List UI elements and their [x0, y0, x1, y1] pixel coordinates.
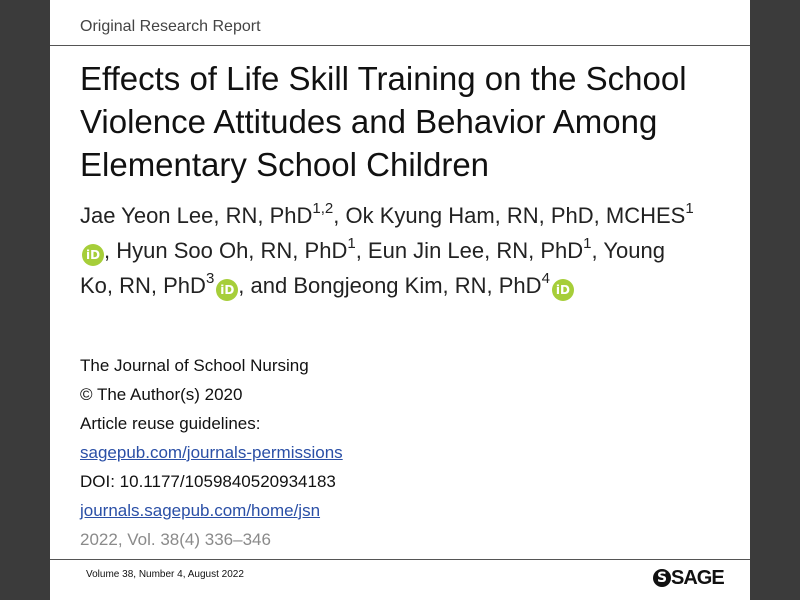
report-type-label: Original Research Report: [80, 18, 261, 35]
journal-home-link[interactable]: journals.sagepub.com/home/jsn: [80, 501, 321, 520]
article-title: Effects of Life Skill Training on the School Violence Attitudes and Behavior Among Elementary School Children: [80, 60, 687, 183]
author-separator: , and: [238, 273, 294, 298]
orcid-icon[interactable]: iD: [552, 279, 574, 301]
author-separator: ,: [591, 238, 604, 263]
author-affiliation: 1: [685, 199, 694, 217]
author-affiliation: 1: [583, 234, 592, 252]
article-meta: [80, 351, 720, 554]
author-separator: ,: [355, 238, 368, 263]
issue-info: Volume 38, Number 4, August 2022: [86, 569, 244, 580]
copyright-notice: © The Author(s) 2020: [80, 385, 243, 404]
sage-logo-icon: S: [653, 569, 671, 587]
sage-logo: [653, 566, 724, 590]
author-name: Ok Kyung Ham, RN, PhD, MCHES: [345, 203, 686, 228]
orcid-icon[interactable]: iD: [82, 244, 104, 266]
reuse-label: Article reuse guidelines:: [80, 414, 261, 433]
volume-info: 2022, Vol. 38(4) 336–346: [80, 530, 271, 549]
orcid-icon[interactable]: iD: [216, 279, 238, 301]
header-divider: [50, 45, 750, 46]
doi-text: DOI: 10.1177/1059840520934183: [80, 472, 336, 491]
author-affiliation: 4: [541, 269, 550, 287]
author-affiliation: 1,2: [312, 199, 334, 217]
author-name: Eun Jin Lee, RN, PhD: [367, 238, 584, 263]
article-page: [50, 0, 750, 600]
author-name: Bongjeong Kim, RN, PhD: [293, 273, 542, 298]
sage-logo-text: SAGE: [671, 566, 724, 589]
author-list: [80, 198, 700, 303]
author-affiliation: 3: [205, 269, 215, 287]
reuse-permissions-link[interactable]: sagepub.com/journals-permissions: [80, 443, 343, 462]
journal-name: The Journal of School Nursing: [80, 356, 309, 375]
author-name: Young Ko, RN, PhD: [80, 238, 665, 298]
author-separator: ,: [333, 203, 346, 228]
author-separator: ,: [104, 238, 117, 263]
footer-divider: [50, 559, 750, 560]
author-name: Hyun Soo Oh, RN, PhD: [116, 238, 348, 263]
author-affiliation: 1: [347, 234, 356, 252]
author-name: Jae Yeon Lee, RN, PhD: [80, 203, 313, 228]
